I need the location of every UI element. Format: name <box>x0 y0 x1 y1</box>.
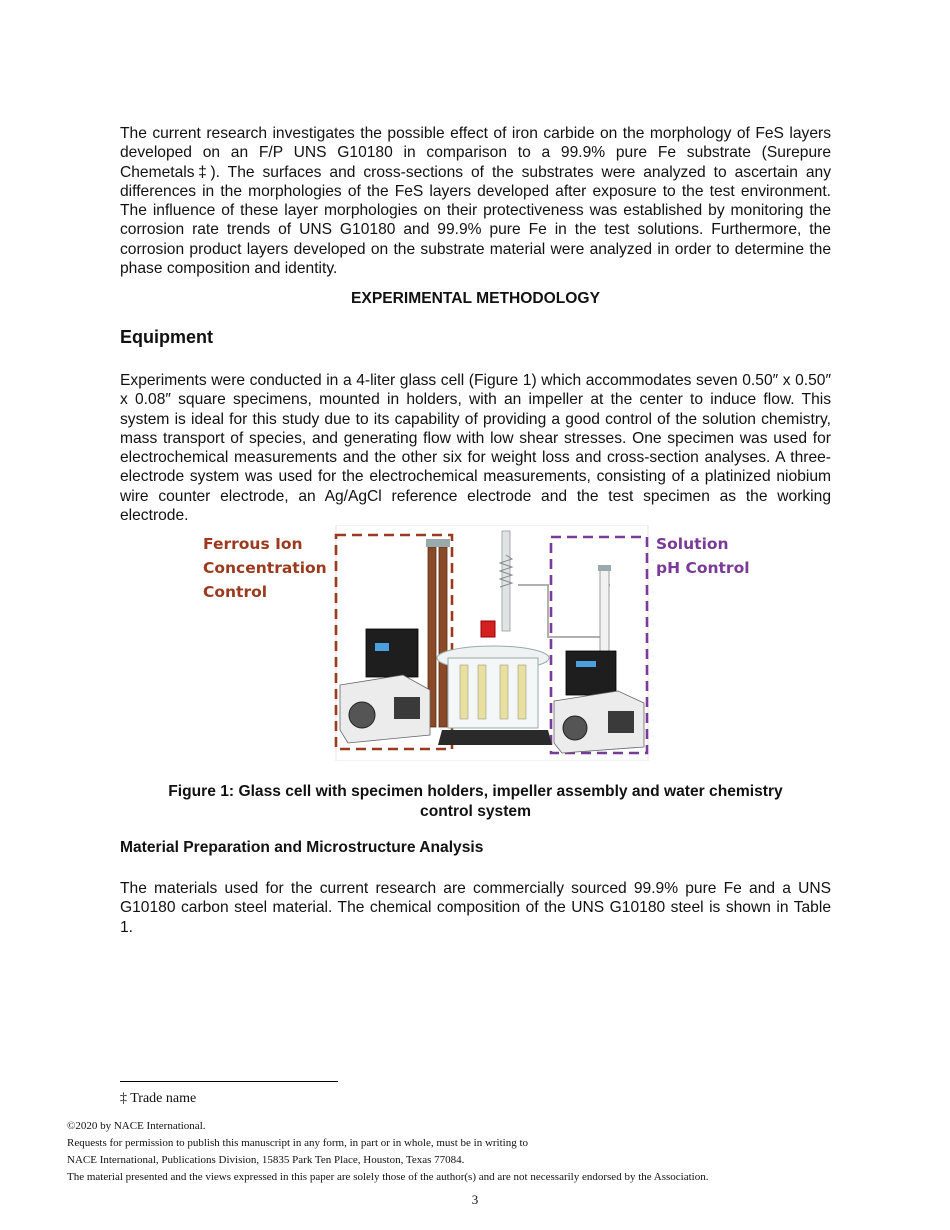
left-pump-icon <box>340 675 430 743</box>
right-pump-icon <box>554 691 644 753</box>
figure-label-left-1: Ferrous Ion <box>203 535 303 553</box>
figure-label-left-3: Control <box>203 583 268 601</box>
figure-label-right-1: Solution <box>656 535 729 553</box>
figure-label-left-2: Concentration <box>203 559 327 577</box>
figure-caption-line2: control system <box>420 802 531 820</box>
footnote-divider <box>120 1081 338 1082</box>
figure-caption-line1: Figure 1: Glass cell with specimen holders, impeller assembly and water chemistry <box>168 783 783 800</box>
apparatus-figure <box>198 525 753 761</box>
footnote-trade-name: ‡ Trade name <box>120 1091 197 1106</box>
figure-label-right-2: pH Control <box>656 559 750 577</box>
equipment-paragraph: Experiments were conducted in a 4-liter glass cell (Figure 1) which accommodates seven 0.50″ x 0.50″ x 0.08″ square specimens, mounted in holders, with an impeller at the center to induce flow. This system is ideal for this study due to its capability of providing a good control of the solution chemistry, mass transport of species, and generating flow with low shear stresses. One specimen was used for electrochemical measurements and the other six for weight loss and cross-section analyses. A three-electrode system was used for the electrochemical measurements, consisting of a platinized niobium wire counter electrode, an Ag/AgCl reference electrode and the test specimen as the working electrode. <box>120 372 831 525</box>
section-heading: EXPERIMENTAL METHODOLOGY <box>351 290 600 307</box>
left-controller-icon <box>366 629 418 677</box>
figure-caption <box>140 782 811 821</box>
equipment-heading: Equipment <box>120 327 213 347</box>
permission-line: Requests for permission to publish this manuscript in any form, in part or in whole, must be in writing to <box>67 1137 529 1149</box>
disclaimer-line: The material presented and the views expressed in this paper are solely those of the author(s) and are not necessarily endorsed by the Association. <box>67 1171 709 1183</box>
materials-heading: Material Preparation and Microstructure Analysis <box>120 839 484 856</box>
page-number: 3 <box>471 1192 479 1207</box>
right-controller-icon <box>566 651 616 695</box>
intro-paragraph: The current research investigates the possible effect of iron carbide on the morphology of FeS layers developed on an F/P UNS G10180 in comparison to a 99.9% pure Fe substrate (Surepure Chemetals‡). The surfaces and cross-sections of the substrates were analyzed to ascertain any differences in the morphologies of the FeS layers developed after exposure to the test environment. The influence of these layer morphologies on their protectiveness was established by monitoring the corrosion rate trends of UNS G10180 and 99.9% pure Fe in the test solutions. Furthermore, the corrosion product layers developed on the substrate material were analyzed in order to determine the phase composition and identity. <box>120 125 831 278</box>
copyright-line: ©2020 by NACE International. <box>67 1120 206 1132</box>
address-line: NACE International, Publications Division, 15835 Park Ten Place, Houston, Texas 77084. <box>67 1154 465 1166</box>
materials-paragraph: The materials used for the current research are commercially sourced 99.9% pure Fe and a UNS G10180 carbon steel material. The chemical composition of the UNS G10180 steel is shown in Table 1. <box>120 880 831 936</box>
